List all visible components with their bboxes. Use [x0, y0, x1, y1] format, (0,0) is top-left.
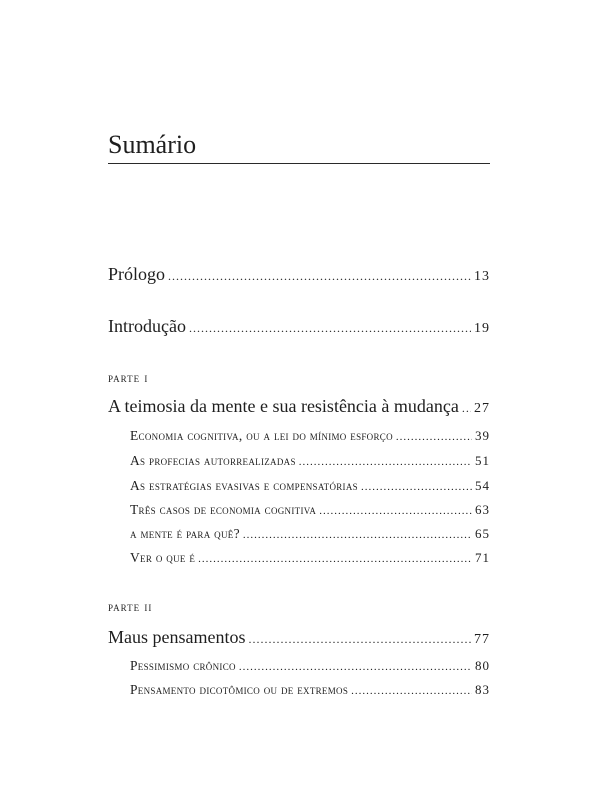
- part-label-1: parte i: [108, 370, 149, 385]
- page-title: Sumário: [108, 130, 197, 159]
- toc-entry-page: 80: [475, 658, 490, 673]
- toc-entry-title: Maus pensamentos: [108, 627, 246, 647]
- dot-leader: [243, 525, 472, 545]
- toc-section[interactable]: [130, 548, 490, 568]
- toc-section[interactable]: [130, 451, 490, 471]
- toc-entry-title: Economia cognitiva, ou a lei do mínimo esforço: [130, 428, 393, 443]
- toc-entry-page: 63: [475, 502, 490, 517]
- toc-entry-page: 54: [475, 478, 490, 493]
- dot-leader: [361, 477, 472, 497]
- part-label-2: parte ii: [108, 599, 153, 614]
- dot-leader: [319, 501, 472, 521]
- dot-leader: [351, 681, 472, 701]
- toc-section[interactable]: [130, 524, 490, 544]
- toc-entry-page: 39: [475, 428, 490, 443]
- dot-leader: [462, 396, 471, 420]
- toc-section[interactable]: [130, 680, 490, 700]
- toc-entry-page: 13: [474, 269, 490, 284]
- toc-entry-title: As estratégias evasivas e compensatórias: [130, 478, 358, 493]
- toc-entry-introducao[interactable]: [108, 314, 490, 338]
- toc-section[interactable]: [130, 500, 490, 520]
- title-divider: [108, 163, 490, 164]
- toc-entry-page: 83: [475, 682, 490, 697]
- dot-leader: [248, 627, 471, 651]
- toc-entry-page: 19: [474, 321, 490, 336]
- toc-section[interactable]: [130, 656, 490, 676]
- toc-entry-title: Pensamento dicotômico ou de extremos: [130, 682, 349, 697]
- dot-leader: [198, 549, 472, 569]
- toc-chapter-part-2[interactable]: [108, 625, 490, 649]
- toc-entry-title: Prólogo: [108, 264, 166, 284]
- dot-leader: [189, 316, 471, 340]
- dot-leader: [396, 427, 472, 447]
- toc-entry-title: Três casos de economia cognitiva: [130, 502, 317, 517]
- toc-section[interactable]: [130, 476, 490, 496]
- toc-entry-page: 51: [475, 453, 490, 468]
- toc-entry-title: Introdução: [108, 316, 186, 336]
- dot-leader: [168, 264, 471, 288]
- toc-entry-prologo[interactable]: [108, 262, 490, 286]
- toc-chapter-part-1[interactable]: [108, 394, 490, 418]
- dot-leader: [239, 657, 472, 677]
- toc-entry-page: 27: [474, 401, 490, 416]
- toc-entry-page: 77: [474, 632, 490, 647]
- toc-entry-title: a mente é para quê?: [130, 526, 240, 541]
- toc-entry-title: As profecias autorrealizadas: [130, 453, 296, 468]
- toc-entry-title: Pessimismo crônico: [130, 658, 236, 673]
- toc-entry-page: 71: [475, 550, 490, 565]
- toc-section[interactable]: [130, 426, 490, 446]
- dot-leader: [299, 452, 472, 472]
- toc-entry-title: A teimosia da mente e sua resistência à mudança: [108, 396, 459, 416]
- toc-entry-title: Ver o que é: [130, 550, 196, 565]
- toc-entry-page: 65: [475, 526, 490, 541]
